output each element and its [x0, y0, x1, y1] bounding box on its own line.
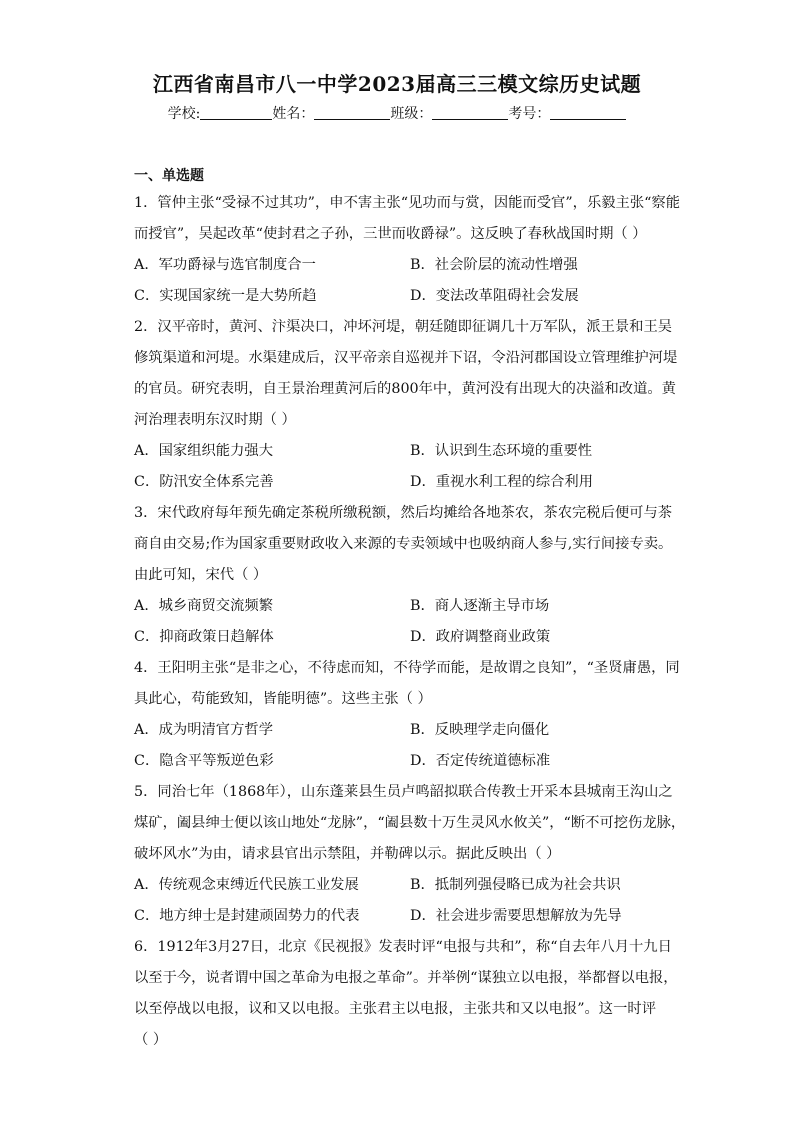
name-label: 姓名：: [272, 106, 315, 122]
school-label: 学校:: [167, 106, 201, 122]
class-label: 班级：: [390, 106, 433, 122]
question-5-line-1: 5．同治七年（1868年），山东蓬莱县生员卢鸣韶拟联合传教士开采本县城南王沟山之: [134, 784, 673, 800]
question-3-line-3: 由此可知，宋代（ ）: [134, 567, 268, 583]
question-1-option-a[interactable]: A．军功爵禄与选官制度合一: [134, 257, 316, 273]
question-3-option-c[interactable]: C．抑商政策日趋解体: [134, 629, 274, 645]
question-5-line-3: 破坏风水”为由，请求县官出示禁阻，并勒碑以示。据此反映出（ ）: [134, 846, 561, 862]
question-3-line-2: 商自由交易;作为国家重要财政收入来源的专卖领域中也吸纳商人参与,实行间接专卖。: [134, 536, 673, 552]
number-label: 考号：: [508, 106, 551, 122]
question-2-line-2: 修筑渠道和河堤。水渠建成后，汉平帝亲自巡视并下诏，令沿河郡国设立管理维护河堤: [134, 350, 678, 366]
question-2-option-a[interactable]: A．国家组织能力强大: [134, 443, 273, 459]
question-2-option-c[interactable]: C．防汛安全体系完善: [134, 474, 274, 490]
page-title: 江西省南昌市八一中学2023届高三三模文综历史试题: [152, 72, 642, 96]
question-5-option-c[interactable]: C．地方绅士是封建顽固势力的代表: [134, 908, 360, 924]
question-6-line-1: 6．1912年3月27日，北京《民视报》发表时评“电报与共和”，称“自去年八月十九日: [134, 939, 672, 955]
question-6-line-3: 以至停战以电报，议和又以电报。主张君主以电报，主张共和又以电报”。这一时评: [134, 1001, 656, 1017]
class-blank[interactable]: [432, 105, 508, 120]
number-blank[interactable]: [550, 105, 626, 120]
section-heading: 一、单选题: [134, 168, 204, 184]
question-4-option-a[interactable]: A．成为明清官方哲学: [134, 722, 273, 738]
question-3-line-1: 3．宋代政府每年预先确定茶税所缴税额，然后均摊给各地茶农，茶农完税后便可与茶: [134, 505, 673, 521]
school-blank[interactable]: [200, 105, 272, 120]
question-2-line-4: 河治理表明东汉时期（ ）: [134, 412, 296, 428]
question-2-line-1: 2．汉平帝时，黄河、汴渠决口，冲坏河堤，朝廷随即征调几十万军队，派王景和王吴: [134, 319, 673, 335]
question-5-option-b[interactable]: B．抵制列强侵略已成为社会共识: [410, 877, 621, 893]
question-1-option-b[interactable]: B．社会阶层的流动性增强: [410, 257, 578, 273]
question-4-line-1: 4．王阳明主张“是非之心，不待虑而知，不待学而能，是故谓之良知”，“圣贤庸愚，同: [134, 660, 680, 676]
question-1-option-c[interactable]: C．实现国家统一是大势所趋: [134, 288, 317, 304]
question-2-line-3: 的官员。研究表明，自王景治理黄河后的800年中，黄河没有出现大的决溢和改道。黄: [134, 381, 676, 397]
question-6-line-4: （ ）: [134, 1032, 168, 1048]
question-1-line-2: 而授官”，吴起改革“使封君之子孙，三世而收爵禄”。这反映了春秋战国时期（ ）: [134, 226, 647, 242]
name-blank[interactable]: [314, 105, 390, 120]
question-5-option-a[interactable]: A．传统观念束缚近代民族工业发展: [134, 877, 359, 893]
question-6-line-2: 以至于今，说者谓中国之革命为电报之革命”。并举例“谋独立以电报，举都督以电报，: [134, 970, 678, 986]
question-3-option-d[interactable]: D．政府调整商业政策: [410, 629, 551, 645]
question-4-option-c[interactable]: C．隐含平等叛逆色彩: [134, 753, 274, 769]
question-1-option-d[interactable]: D．变法改革阻碍社会发展: [410, 288, 579, 304]
question-4-option-d[interactable]: D．否定传统道德标准: [410, 753, 551, 769]
question-4-option-b[interactable]: B．反映理学走向僵化: [410, 722, 550, 738]
question-4-line-2: 具此心，苟能致知，皆能明德”。这些主张（ ）: [134, 691, 432, 707]
question-2-option-d[interactable]: D．重视水利工程的综合利用: [410, 474, 594, 490]
question-2-option-b[interactable]: B．认识到生态环境的重要性: [410, 443, 593, 459]
question-3-option-b[interactable]: B．商人逐渐主导市场: [410, 598, 550, 614]
question-5-line-2: 煤矿，阖县绅士便以该山地处“龙脉”，“阖县数十万生灵风水攸关”，“断不可挖伤龙脉，: [134, 815, 686, 831]
question-1-line-1: 1．管仲主张“受禄不过其功”，申不害主张“见功而与赏，因能而受官”，乐毅主张“察能: [134, 195, 681, 211]
question-3-option-a[interactable]: A．城乡商贸交流频繁: [134, 598, 273, 614]
question-5-option-d[interactable]: D．社会进步需要思想解放为先导: [410, 908, 622, 924]
student-info-line: [0, 103, 794, 123]
